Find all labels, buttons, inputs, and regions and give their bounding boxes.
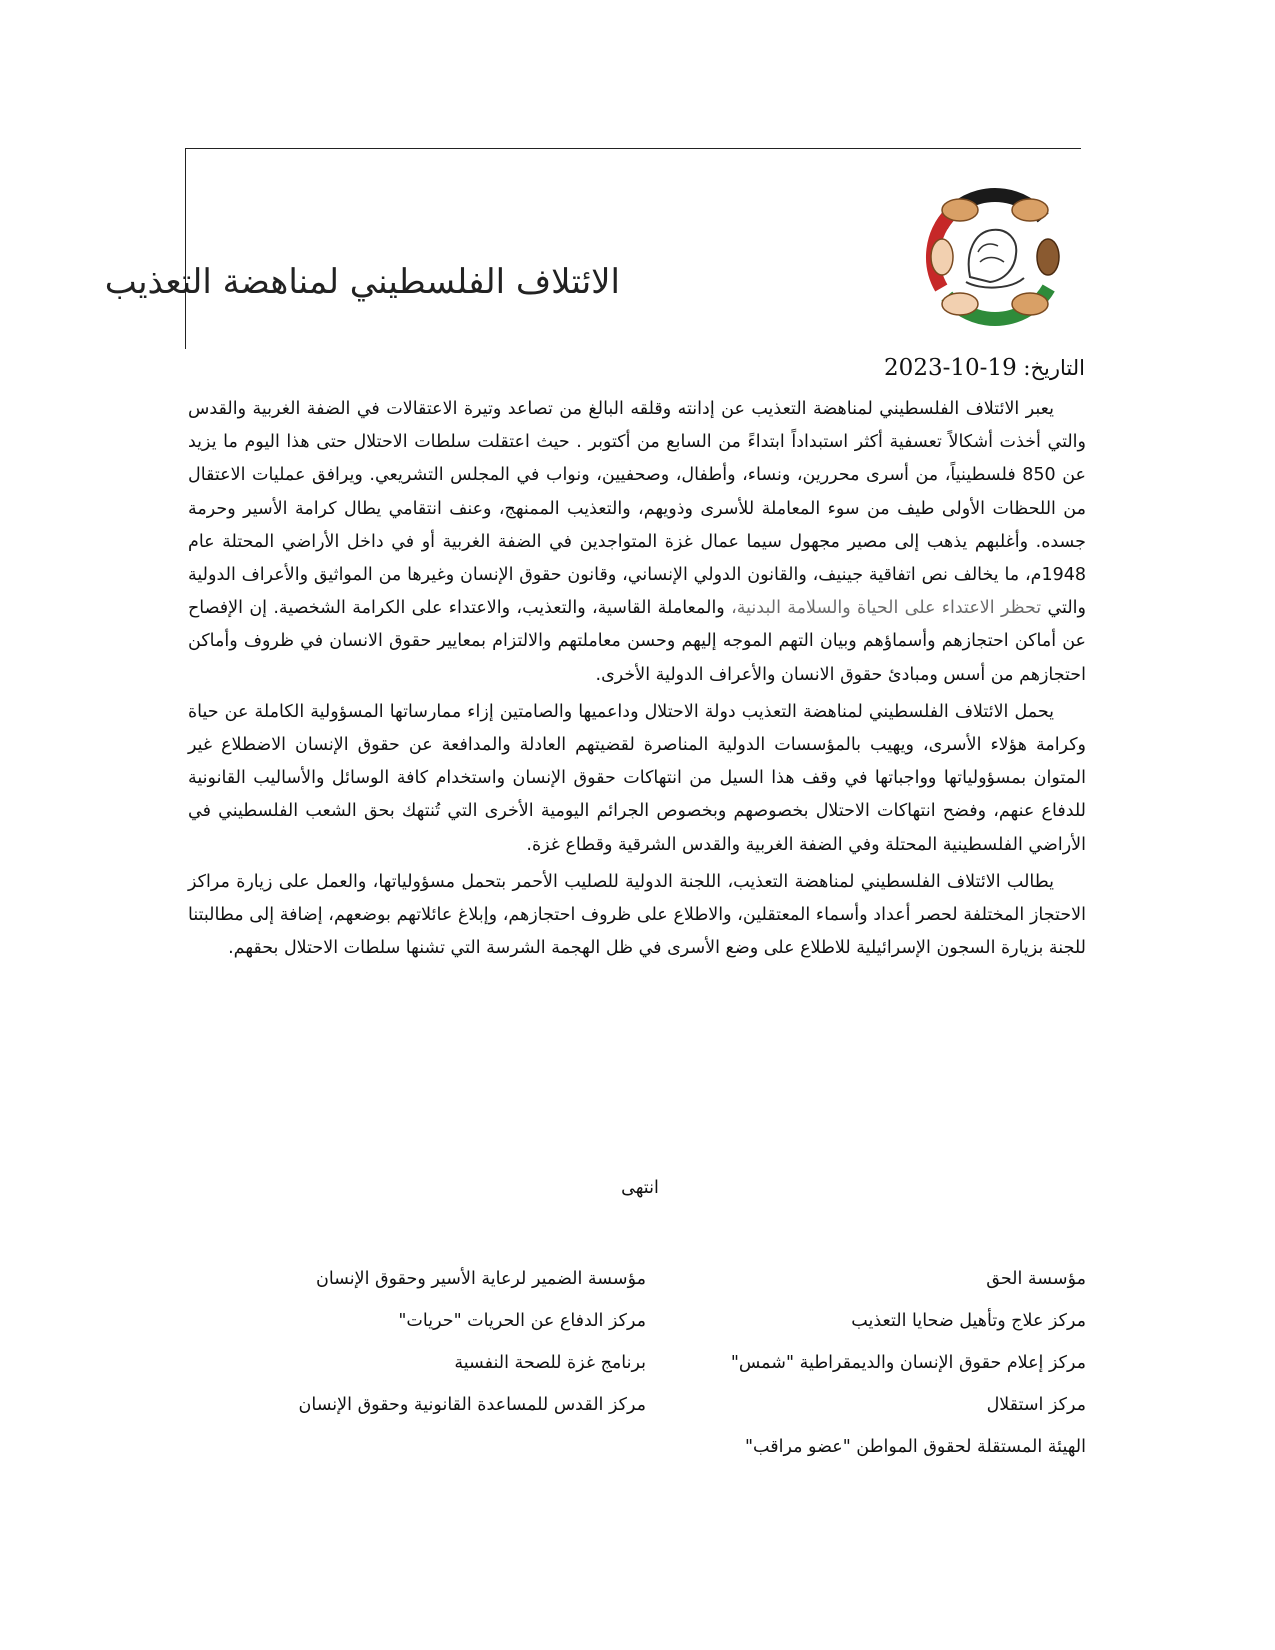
signatory-row [270, 1426, 1086, 1468]
signatory-row [270, 1384, 1086, 1426]
signatory-right: مركز علاج وتأهيل ضحايا التعذيب [851, 1311, 1086, 1331]
end-marker: انتهى [621, 1178, 659, 1198]
signatory-left: مؤسسة الضمير لرعاية الأسير وحقوق الإنسان [315, 1269, 646, 1289]
paragraph-1-text: يعبر الائتلاف الفلسطيني لمناهضة التعذيب عن إدانته وقلقه البالغ من تصاعد وتيرة الاعتقالات في الضفة الغربية والقدس والتي أخذت أشكالاً تعسفية أكثر استبداداً ابتداءً من السابع من أكتوبر . حيث اعتقلت سلطات الاحتلال حتى هذا اليوم ما يزيد عن 850 فلسطينياً، من أسرى محررين، ونساء، وأطفال، وصحفيين، ونواب في المجلس التشريعي. ويرافق عمليات الاعتقال من اللحظات الأولى طيف من سوء المعاملة للأسرى وذويهم، والتعذيب الممنهج، وعنف انتقامي يطال كرامة الأسير وحرمة جسده. وأغلبهم يذهب إلى مصير مجهول سيما عمال غزة المتواجدين في الضفة الغربية أو في داخل الأراضي المحتلة عام 1948م، ما يخالف نص اتفاقية جينيف، والقانون الدولي الإنساني، وقانون حقوق الإنسان وغيرها من المواثيق والأعراف الدولية والتي [188, 399, 1087, 619]
date-value: 19-10-2023 [884, 355, 1017, 381]
signatory-left: برنامج غزة للصحة النفسية [454, 1353, 646, 1373]
signatory-right: مركز استقلال [986, 1395, 1086, 1415]
signatory-row [270, 1300, 1086, 1342]
signatory-right: مركز إعلام حقوق الإنسان والديمقراطية "شمس" [730, 1353, 1086, 1373]
date-line [884, 355, 1085, 381]
signatory-left: مركز الدفاع عن الحريات "حريات" [398, 1311, 646, 1331]
paragraph-2: يحمل الائتلاف الفلسطيني لمناهضة التعذيب دولة الاحتلال وداعميها والصامتين إزاء ممارساتها المسؤولية الكاملة عن حياة وكرامة هؤلاء الأسرى، ويهيب بالمؤسسات الدولية المناصرة لقضيتهم العادلة والمدافعة عن حقوق الإنسان الاضطلاع غير المتوان بمسؤولياتها وواجباتها في وقف هذا السيل من انتهاكات حقوق الإنسان واستخدام كافة الوسائل والأساليب القانونية للدفاع عنهم، وفضح انتهاكات الاحتلال بخصوصهم وبخصوص الجرائم اليومية الأخرى التي تُنتهك بحق الشعب الفلسطيني في الأراضي الفلسطينية المحتلة وفي الضفة الغربية والقدس الشرقية وقطاع غزة. [188, 701, 1086, 855]
signatories-list [270, 1258, 1086, 1468]
signatory-row [270, 1342, 1086, 1384]
signatory-right: الهيئة المستقلة لحقوق المواطن "عضو مراقب" [744, 1437, 1086, 1457]
paragraph-1 [188, 393, 1086, 692]
signatory-row [270, 1258, 1086, 1300]
paragraph-1-highlight: تحظر الاعتداء على الحياة والسلامة البدنية، [731, 598, 1042, 619]
coalition-logo-icon [920, 182, 1070, 332]
signatory-left: مركز القدس للمساعدة القانونية وحقوق الإنسان [298, 1395, 646, 1415]
paragraph-1-end: والمعاملة القاسية، والتعذيب، والاعتداء على الكرامة الشخصية. إن الإفصاح عن أماكن احتجازهم وأسماؤهم وبيان التهم الموجه إليهم وحسن معاملتهم والالتزام بمعايير حقوق الانسان في ظروف وأماكن احتجازهم من أسس ومبادئ حقوق الانسان والأعراف الدولية الأخرى. [188, 598, 1086, 685]
date-label: التاريخ: [1023, 356, 1085, 380]
signatory-right: مؤسسة الحق [986, 1269, 1086, 1289]
organization-title: الائتلاف الفلسطيني لمناهضة التعذيب [104, 262, 620, 302]
statement-body [188, 393, 1086, 969]
paragraph-3: يطالب الائتلاف الفلسطيني لمناهضة التعذيب، اللجنة الدولية للصليب الأحمر بتحمل مسؤولياتها، والعمل على زيارة مراكز الاحتجاز المختلفة لحصر أعداد وأسماء المعتقلين، والاطلاع على ظروف احتجازهم، وإبلاغ عائلاتهم بوضعهم، إضافة إلى مطالبتنا للجنة بزيارة السجون الإسرائيلية للاطلاع على وضع الأسرى في ظل الهجمة الشرسة التي تشنها سلطات الاحتلال بحقهم. [188, 871, 1086, 959]
